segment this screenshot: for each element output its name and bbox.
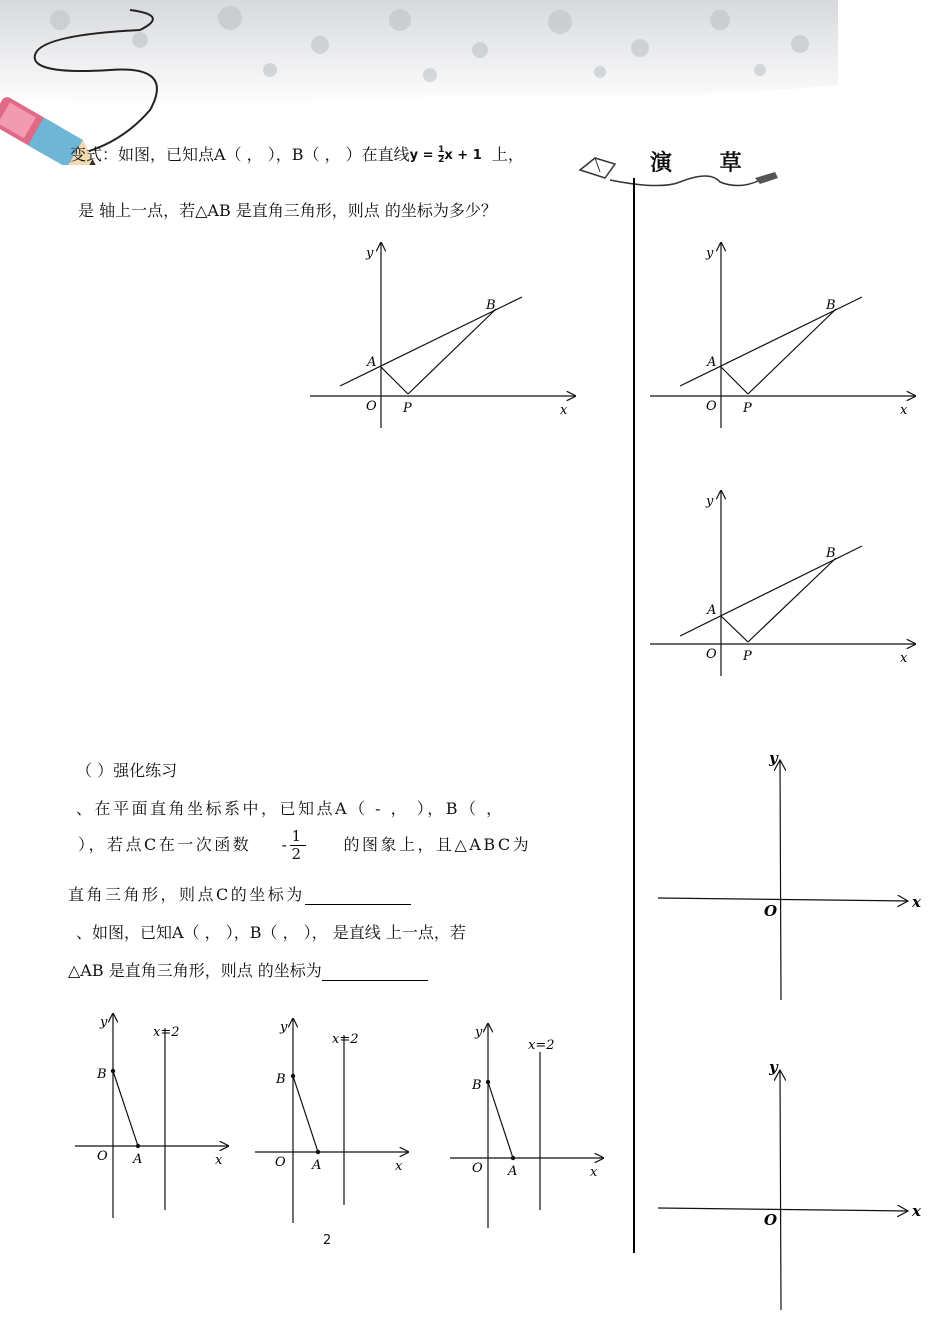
axis-x-label: x bbox=[900, 403, 908, 418]
book-icon bbox=[580, 158, 615, 178]
draft-graph-2 bbox=[640, 486, 930, 686]
variant-graph bbox=[300, 238, 590, 438]
origin-label: O bbox=[275, 1155, 286, 1170]
origin-label: O bbox=[97, 1149, 108, 1164]
axis-x-label: x bbox=[215, 1153, 223, 1168]
fraction-half: $\frac{1}{2}$ bbox=[291, 827, 304, 863]
origin-label: O bbox=[472, 1161, 483, 1176]
point-a-label: A bbox=[508, 1164, 518, 1179]
practice-q1-line1: 、在平面直角坐标系中，已知点A（ - ， ），B（ ， bbox=[76, 799, 505, 818]
point-p-label: P bbox=[403, 401, 412, 416]
axis-y-label: y bbox=[475, 1025, 483, 1040]
axis-y-label: y bbox=[706, 246, 714, 261]
pencil-icon bbox=[0, 0, 170, 165]
practice-graph-3 bbox=[445, 1020, 610, 1235]
point-a-label: A bbox=[133, 1152, 143, 1167]
point-a-label: A bbox=[367, 355, 377, 370]
point-a-label: A bbox=[707, 603, 717, 618]
axis-y-label: y bbox=[100, 1015, 108, 1030]
axis-y-label: y bbox=[769, 749, 778, 767]
point-b-label: B bbox=[826, 546, 836, 561]
practice-graph-1 bbox=[70, 1010, 235, 1225]
axis-x-label: x bbox=[560, 403, 568, 418]
line-equation: y = $\frac{1}{2}$ x + 1 bbox=[409, 145, 482, 165]
variant-line1: 变式：如图，已知点A（ ， ），B（ ， ）在直线y = $\frac{1}{2}$ x + 1 上， bbox=[70, 145, 524, 165]
column-divider bbox=[633, 178, 635, 1253]
draft-graph-1 bbox=[640, 238, 930, 438]
origin-label: O bbox=[764, 1211, 778, 1229]
answer-blank[interactable] bbox=[322, 964, 428, 981]
draft-title: 演 草 bbox=[650, 150, 762, 176]
axis-y-label: y bbox=[706, 494, 714, 509]
point-b-label: B bbox=[486, 298, 496, 313]
point-a-label: A bbox=[312, 1158, 322, 1173]
practice-graph-2 bbox=[250, 1015, 415, 1230]
point-p-label: P bbox=[743, 649, 752, 664]
origin-label: O bbox=[366, 399, 377, 414]
axis-x-label: x bbox=[395, 1159, 403, 1174]
point-b-label: B bbox=[97, 1067, 107, 1082]
draft-axes-2 bbox=[650, 1054, 930, 1312]
axis-x-label: x bbox=[900, 651, 908, 666]
point-b-label: B bbox=[472, 1078, 482, 1093]
axis-x-label: x bbox=[912, 1202, 921, 1220]
point-b-label: B bbox=[826, 298, 836, 313]
axis-x-label: x bbox=[590, 1165, 598, 1180]
point-b-label: B bbox=[276, 1072, 286, 1087]
variant-line2: 是 轴上一点，若△AB 是直角三角形，则点 的坐标为多少？ bbox=[78, 201, 497, 220]
answer-blank[interactable] bbox=[305, 888, 411, 905]
line-x2-label: x=2 bbox=[528, 1038, 555, 1053]
axis-y-label: y bbox=[280, 1020, 288, 1035]
practice-heading: （ ）强化练习 bbox=[76, 761, 178, 780]
origin-label: O bbox=[764, 902, 778, 920]
line-x2-label: x=2 bbox=[332, 1032, 359, 1047]
axis-x-label: x bbox=[912, 893, 921, 911]
origin-label: O bbox=[706, 399, 717, 414]
practice-q1-line2: ），若点C在一次函数 - $\frac{1}{2}$ 的图象上，且△ABC为 bbox=[78, 827, 532, 863]
axis-y-label: y bbox=[769, 1058, 778, 1076]
draft-axes-1 bbox=[650, 745, 930, 1005]
line-x2-label: x=2 bbox=[153, 1025, 180, 1040]
page-number: 2 bbox=[323, 1233, 332, 1248]
practice-q2-line1: 、如图，已知A（ ， ），B（ ， ）， 是直线 上一点，若 bbox=[76, 923, 466, 942]
practice-q1-line3: 直角三角形，则点C的坐标为 bbox=[68, 882, 411, 905]
point-a-label: A bbox=[707, 355, 717, 370]
origin-label: O bbox=[706, 647, 717, 662]
practice-q2-line2: △AB 是直角三角形，则点 的坐标为 bbox=[68, 958, 428, 981]
axis-y-label: y bbox=[366, 246, 374, 261]
point-p-label: P bbox=[743, 401, 752, 416]
